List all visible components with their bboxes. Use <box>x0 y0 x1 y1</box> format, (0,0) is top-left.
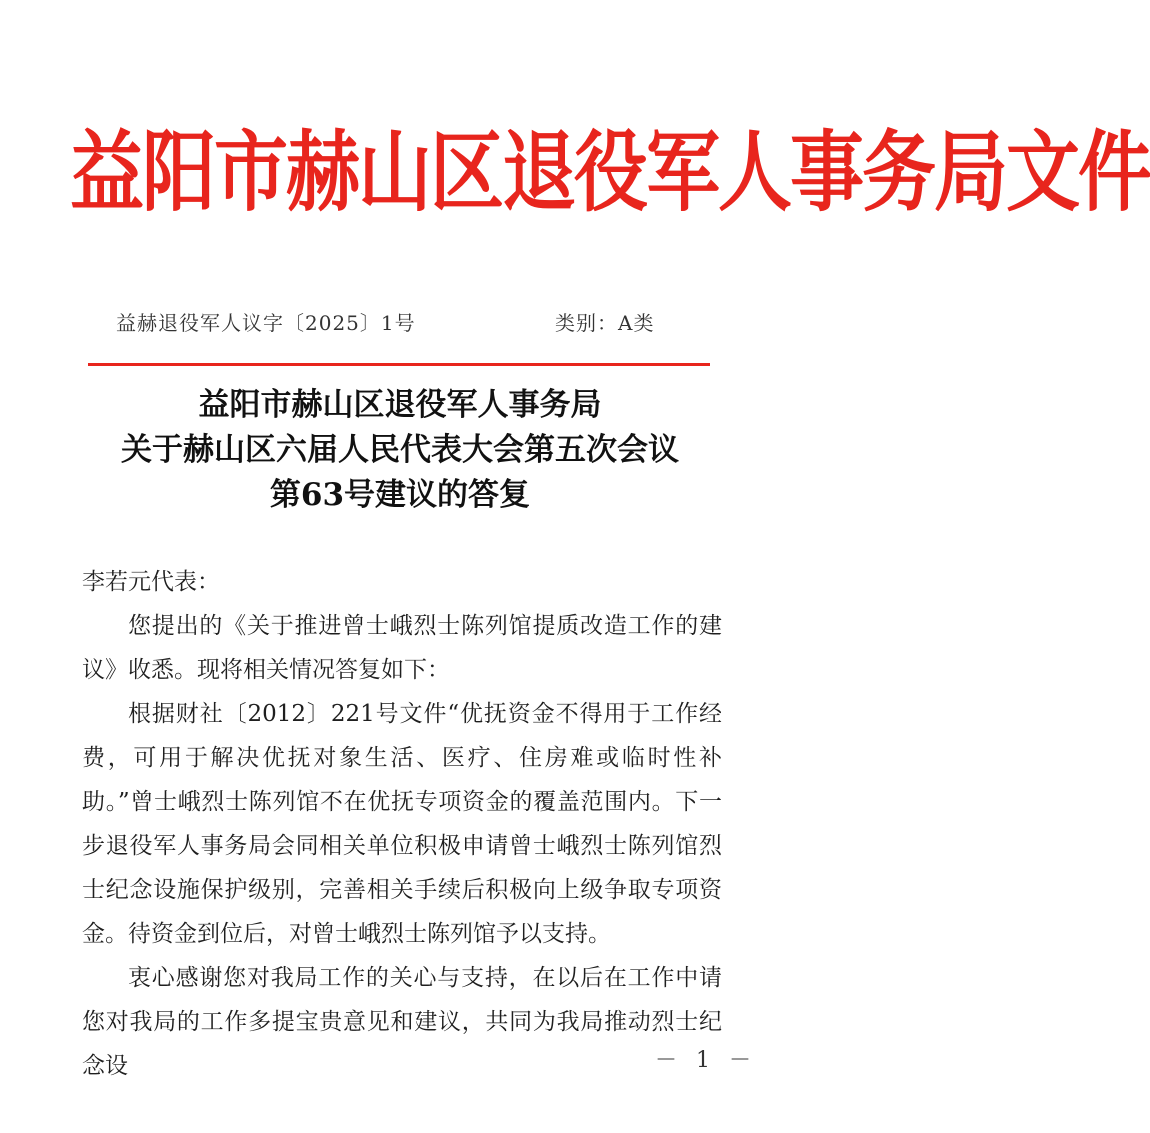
body-paragraph: 根据财社〔2012〕221号文件“优抚资金不得用于工作经费，可用于解决优抚对象生活、医疗、住房难或临时性补助。”曾士峨烈士陈列馆不在优抚专项资金的覆盖范围内。下一步退役军人事务局会同相关单位积极申请曾士峨烈士陈列馆烈士纪念设施保护级别，完善相关手续后积极向上级争取专项资金。待资金到位后，对曾士峨烈士陈列馆予以支持。 <box>82 701 722 947</box>
document-number: 益赫退役军人议字〔2025〕1号 <box>116 311 416 335</box>
body-paragraph: 您提出的《关于推进曾士峨烈士陈列馆提质改造工作的建议》收悉。现将相关情况答复如下： <box>82 613 722 683</box>
subject-line-3: 第63号建议的答复 <box>269 477 531 513</box>
issuer-header-title: 益阳市赫山区退役军人事务局文件 <box>70 122 1150 224</box>
page-number: － 1 － <box>655 1048 757 1073</box>
subject-line-2: 关于赫山区六届人民代表大会第五次会议 <box>121 432 679 468</box>
body-paragraph: 衷心感谢您对我局工作的关心与支持，在以后在工作中请您对我局的工作多提宝贵意见和建议，共同为我局推动烈士纪念设 <box>82 965 722 1079</box>
document-body <box>82 560 722 1088</box>
document-category: 类别：A类 <box>555 311 655 335</box>
subject-line-1: 益阳市赫山区退役军人事务局 <box>198 387 602 423</box>
red-separator-line <box>88 363 710 366</box>
salutation: 李若元代表： <box>82 569 220 595</box>
document-subject <box>90 383 710 518</box>
